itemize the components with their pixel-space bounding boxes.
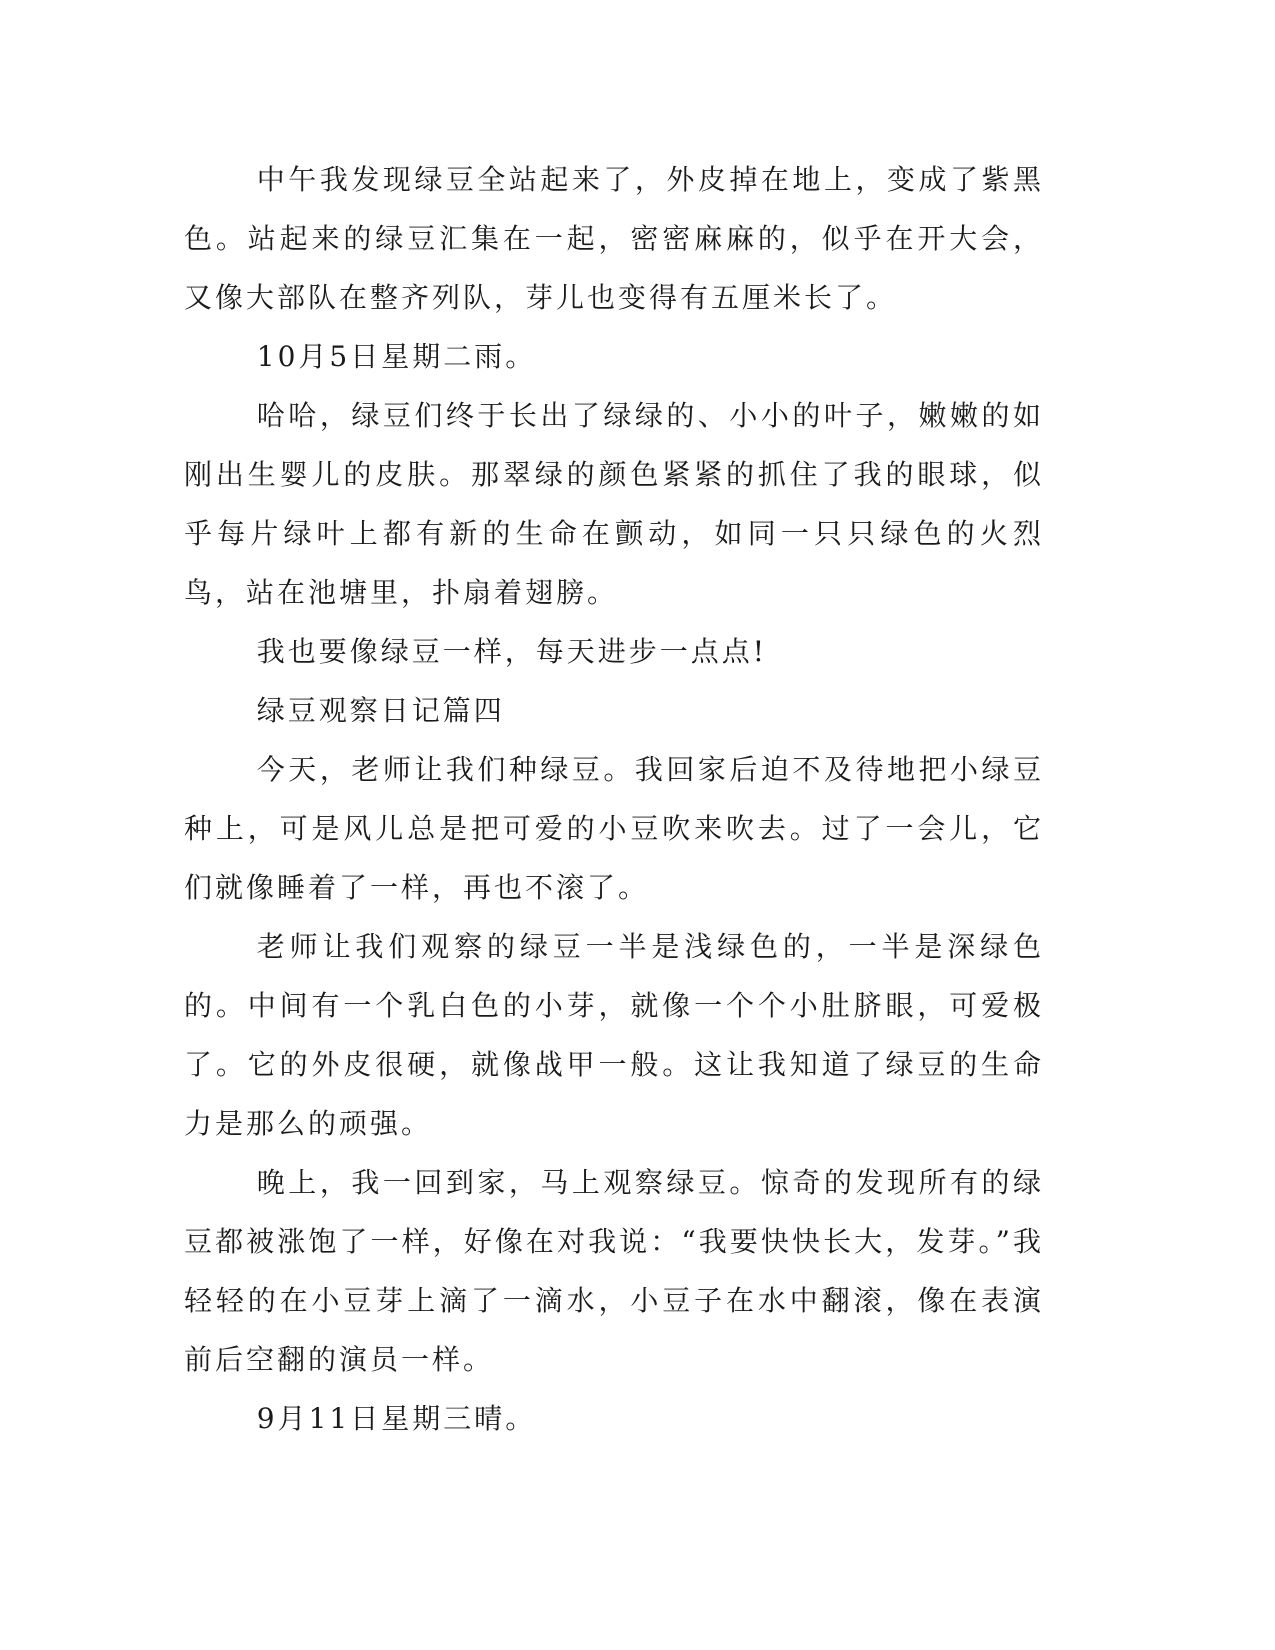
paragraph-evening: 晚上，我一回到家，马上观察绿豆。惊奇的发现所有的绿豆都被涨饱了一样，好像在对我说：“我要快快长大，发芽。”我轻轻的在小豆芽上滴了一滴水，小豆子在水中翻滚，像在表演前后空翻的演员一样。 xyxy=(184,1166,1044,1376)
paragraph-planting: 今天，老师让我们种绿豆。我回家后迫不及待地把小绿豆种上，可是风儿总是把可爱的小豆吹来吹去。过了一会儿，它们就像睡着了一样，再也不滚了。 xyxy=(184,753,1044,904)
document-body xyxy=(184,150,1044,1448)
paragraph-resolution: 我也要像绿豆一样，每天进步一点点! xyxy=(256,635,768,668)
section-heading: 绿豆观察日记篇四 xyxy=(256,694,505,727)
date-line-oct-5: 10月5日星期二雨。 xyxy=(256,340,537,373)
paragraph-appearance: 老师让我们观察的绿豆一半是浅绿色的，一半是深绿色的。中间有一个乳白色的小芽，就像一个个小肚脐眼，可爱极了。它的外皮很硬，就像战甲一般。这让我知道了绿豆的生命力是那么的顽强。 xyxy=(184,930,1044,1140)
paragraph-leaves: 哈哈，绿豆们终于长出了绿绿的、小小的叶子，嫩嫩的如刚出生婴儿的皮肤。那翠绿的颜色紧紧的抓住了我的眼球，似乎每片绿叶上都有新的生命在颤动，如同一只只绿色的火烈鸟，站在池塘里，扑扇着翅膀。 xyxy=(184,399,1044,609)
date-line-sep-11: 9月11日星期三晴。 xyxy=(256,1402,537,1435)
paragraph-noon-observation: 中午我发现绿豆全站起来了，外皮掉在地上，变成了紫黑色。站起来的绿豆汇集在一起，密密麻麻的，似乎在开大会，又像大部队在整齐列队，芽儿也变得有五厘米长了。 xyxy=(184,163,1044,314)
